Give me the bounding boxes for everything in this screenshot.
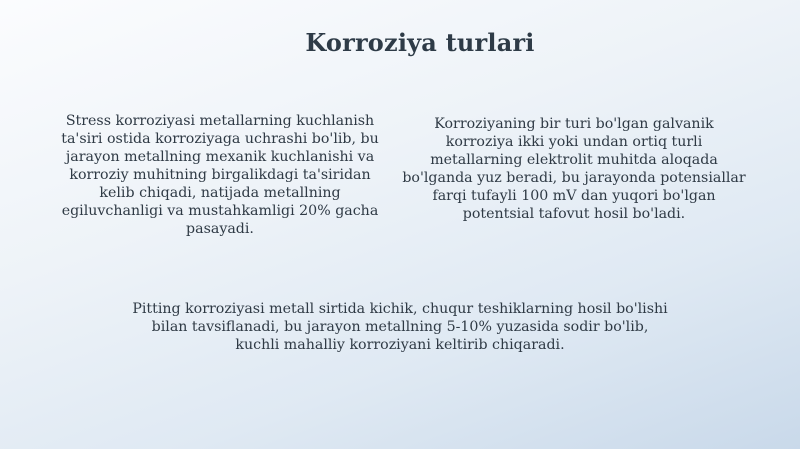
stress-corrosion-paragraph: Stress korroziyasi metallarning kuchlanish ta'siri ostida korroziyaga uchrashi bo'lib, bu jarayon metallning mexanik kuchlanishi va korroziy muhitning birgalikdagi ta'siridan kelib chiqadi, natijada metallning egiluvchanligi va mustahkamligi 20% gacha pasayadi. <box>61 113 379 237</box>
pitting-corrosion-paragraph: Pitting korroziyasi metall sirtida kichik, chuqur teshiklarning hosil bo'lishi bilan tavsiflanadi, bu jarayon metallning 5-10% yuzasida sodir bo'lib, kuchli mahalliy korroziyani keltirib chiqaradi. <box>132 301 668 353</box>
galvanic-corrosion-paragraph: Korroziyaning bir turi bo'lgan galvanik korroziya ikki yoki undan ortiq turli metallarning elektrolit muhitda aloqada bo'lganda yuz beradi, bu jarayonda potensiallar farqi tufayli 100 mV dan yuqori bo'lgan potentsial tafovut hosil bo'ladi. <box>402 116 746 222</box>
slide-title: Korroziya turlari <box>305 28 535 57</box>
